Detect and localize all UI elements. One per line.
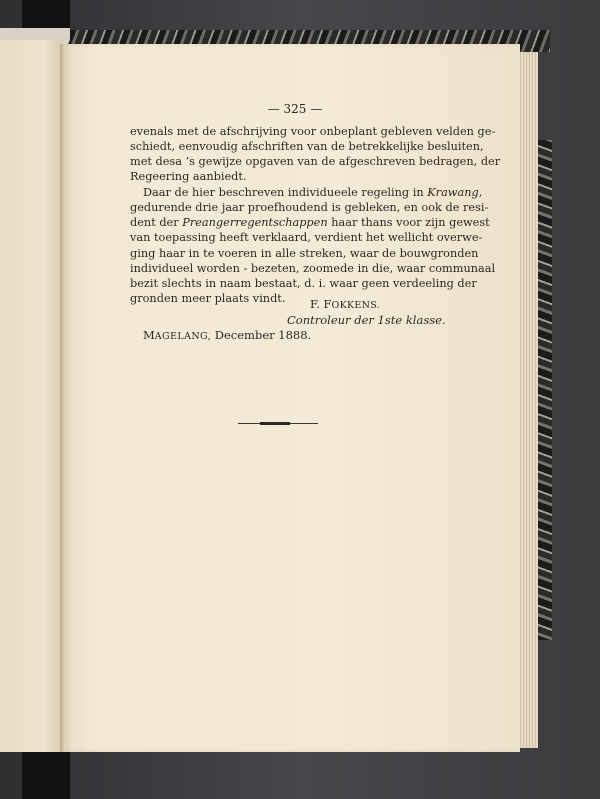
text-line: schiedt, eenvoudig afschriften van de betrekkelijke besluiten,	[130, 140, 484, 153]
page-number: — 325 —	[267, 102, 323, 116]
text-line: met desa ’s gewijze opgaven van de afgeschreven bedragen, der	[130, 155, 501, 168]
left-page	[0, 40, 62, 752]
signature-name: F. FOKKENS.	[310, 297, 381, 311]
text-line: Daar de hier beschreven individueele regeling in Krawang,	[143, 186, 483, 199]
text-line: van toepassing heeft verklaard, verdient het wellicht overwe-	[130, 231, 483, 244]
text-line: Regeering aanbiedt.	[130, 170, 247, 183]
text-line: ging haar in te voeren in alle streken, waar de bouwgronden	[130, 247, 479, 260]
gutter-shadow	[60, 44, 66, 752]
signature-title: Controleur der 1ste klasse.	[287, 313, 446, 327]
text-line: individueel worden - bezeten, zoomede in die, waar communaal	[130, 262, 496, 275]
text-line: gronden meer plaats vindt.	[130, 292, 286, 305]
text-line: gedurende drie jaar proefhoudend is gebleken, en ook de resi-	[130, 201, 489, 214]
text-line: evenals met de afschrijving voor onbeplant gebleven velden ge-	[130, 125, 496, 138]
dateline: MAGELANG, December 1888.	[143, 328, 312, 342]
text-line: dent der Preangerregentschappen haar thans voor zijn gewest	[130, 216, 490, 229]
end-rule	[238, 423, 318, 424]
text-line: bezit slechts in naam bestaat, d. i. waar geen verdeeling der	[130, 277, 477, 290]
